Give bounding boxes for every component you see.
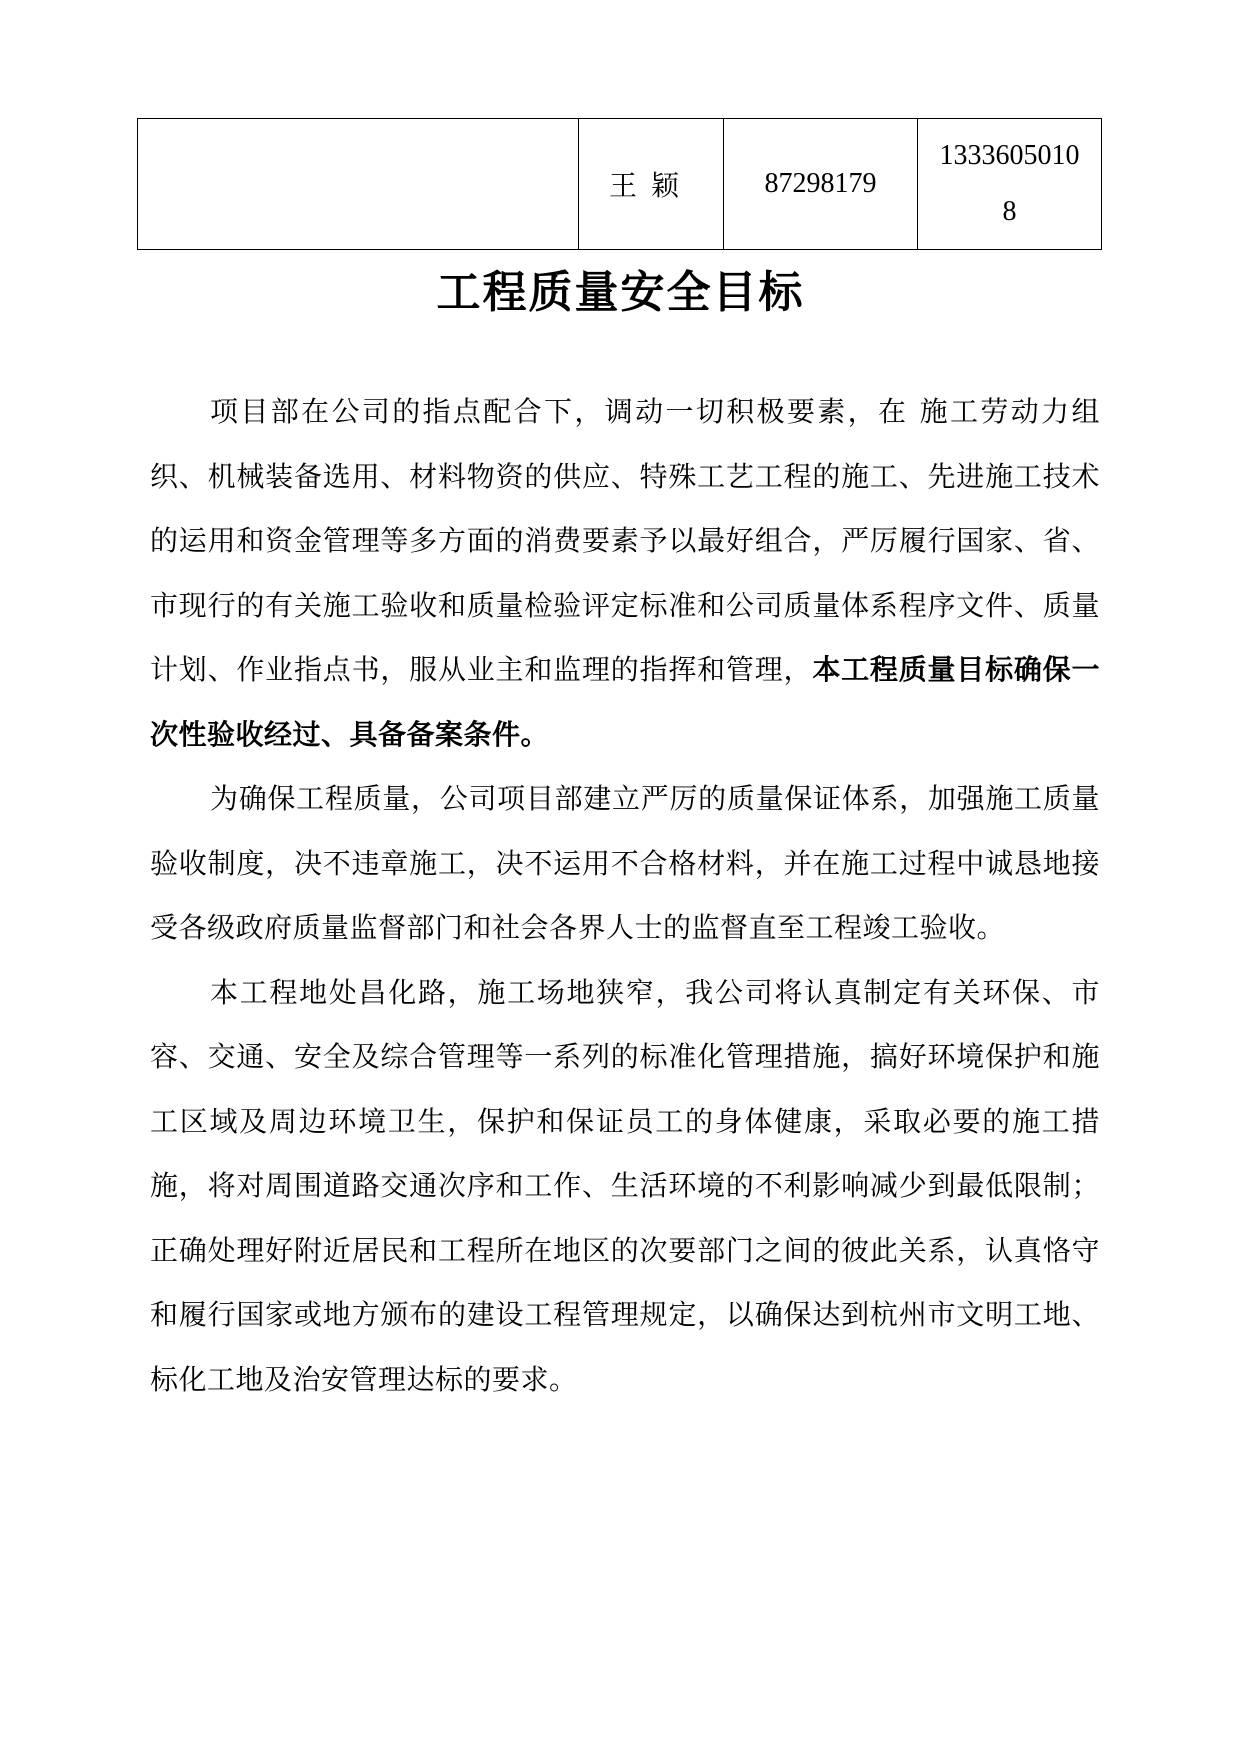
contact-table xyxy=(137,118,1102,250)
paragraph-quality-goal-emphasis: 本工程质量目标确保一次性验收经过、具备备案条件。 xyxy=(150,653,1100,751)
contact-mobile-line1: 1333605010 xyxy=(939,140,1080,171)
contact-empty-cell xyxy=(138,119,579,250)
paragraph-quality-assurance: 为确保工程质量，公司项目部建立严厉的质量保证体系，加强施工质量验收制度，决不违章施工，决不运用不合格材料，并在施工过程中诚恳地接受各级政府质量监督部门和社会各界人士的监督直至工程竣工验收。 xyxy=(150,782,1100,944)
paragraph-quality-goal-text: 项目部在公司的指点配合下，调动一切积极要素，在 施工劳动力组织、机械装备选用、材料物资的供应、特殊工艺工程的施工、先进施工技术的运用和资金管理等多方面的消费要素予以最好组合，严厉履行国家、省、市现行的有关施工验收和质量检验评定标准和公司质量体系程序文件、质量计划、作业指点书，服从业主和监理的指挥和管理， xyxy=(150,395,1100,686)
contact-mobile-cell xyxy=(918,119,1102,250)
contact-mobile-line2: 8 xyxy=(1002,196,1017,227)
contact-telephone-cell: 87298179 xyxy=(724,119,918,250)
contact-table-row xyxy=(138,119,1102,250)
contact-name-cell: 王颖 xyxy=(579,119,724,250)
page-title: 工程质量安全目标 xyxy=(436,267,805,318)
paragraph-quality-goal xyxy=(150,380,1100,767)
paragraph-site-management: 本工程地处昌化路，施工场地狭窄，我公司将认真制定有关环保、市容、交通、安全及综合管理等一系列的标准化管理措施，搞好环境保护和施工区域及周边环境卫生，保护和保证员工的身体健康，采取必要的施工措施，将对周围道路交通次序和工作、生活环境的不利影响减少到最低限制；正确处理好附近居民和工程所在地区的次要部门之间的彼此关系，认真恪守和履行国家或地方颁布的建设工程管理规定，以确保达到杭州市文明工地、标化工地及治安管理达标的要求。 xyxy=(150,975,1100,1396)
document-body xyxy=(150,380,1100,1412)
